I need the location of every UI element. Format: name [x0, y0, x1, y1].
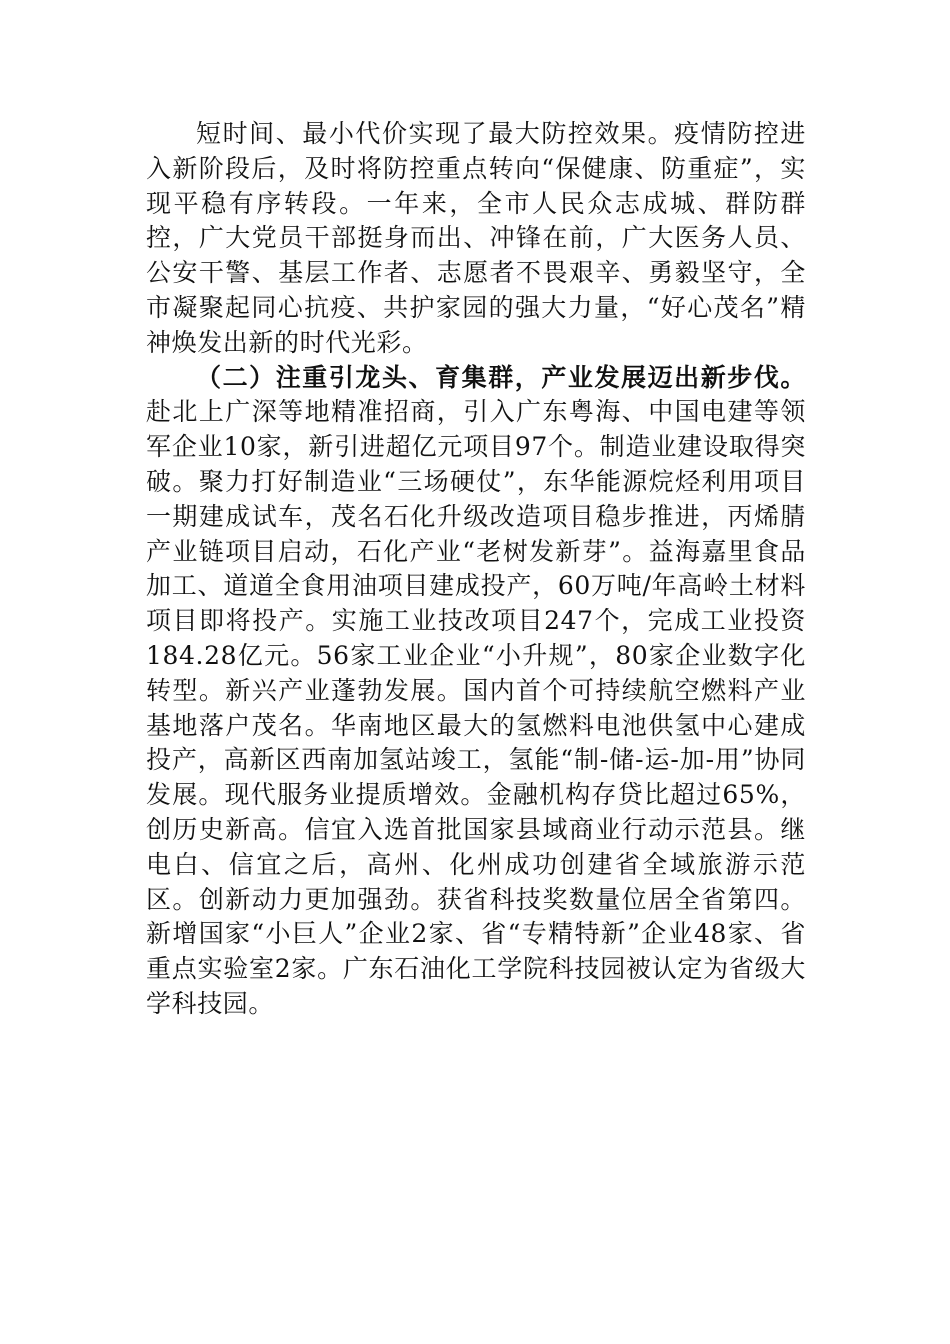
paragraph-text: 赴北上广深等地精准招商，引入广东粤海、中国电建等领军企业10家，新引进超亿元项目97个。制造业建设取得突破。聚力打好制造业“三场硬仗”，东华能源烷烃利用项目一期建成试车，茂名石化升级改造项目稳步推进，丙烯腈产业链项目启动，石化产业“老树发新芽”。益海嘉里食品加工、道道全食用油项目建成投产，60万吨/年高岭土材料项目即将投产。实施工业技改项目247个，完成工业投资184.28亿元。56家工业企业“小升规”，80家企业数字化转型。新兴产业蓬勃发展。国内首个可持续航空燃料产业基地落户茂名。华南地区最大的氢燃料电池供氢中心建成投产，高新区西南加氢站竣工，氢能“制-储-运-加-用”协同发展。现代服务业提质增效。金融机构存贷比超过65%，创历史新高。信宜入选首批国家县域商业行动示范县。继电白、信宜之后，高州、化州成功创建省全域旅游示范区。创新动力更加强劲。获省科技奖数量位居全省第四。新增国家“小巨人”企业2家、省“专精特新”企业48家、省重点实验室2家。广东石油化工学院科技园被认定为省级大学科技园。	[146, 397, 806, 1018]
paragraph-industry-development	[146, 361, 806, 1022]
paragraph-text: 短时间、最小代价实现了最大防控效果。疫情防控进入新阶段后，及时将防控重点转向“保健康、防重症”，实现平稳有序转段。一年来，全市人民众志成城、群防群控，广大党员干部挺身而出、冲锋在前，广大医务人员、公安干警、基层工作者、志愿者不畏艰辛、勇毅坚守，全市凝聚起同心抗疫、共护家园的强大力量，“好心茂名”精神焕发出新的时代光彩。	[146, 119, 806, 357]
body-text	[146, 117, 806, 1022]
section-heading: （二）注重引龙头、育集群，产业发展迈出新步伐。	[196, 362, 806, 392]
paragraph-pandemic-control	[146, 117, 806, 361]
